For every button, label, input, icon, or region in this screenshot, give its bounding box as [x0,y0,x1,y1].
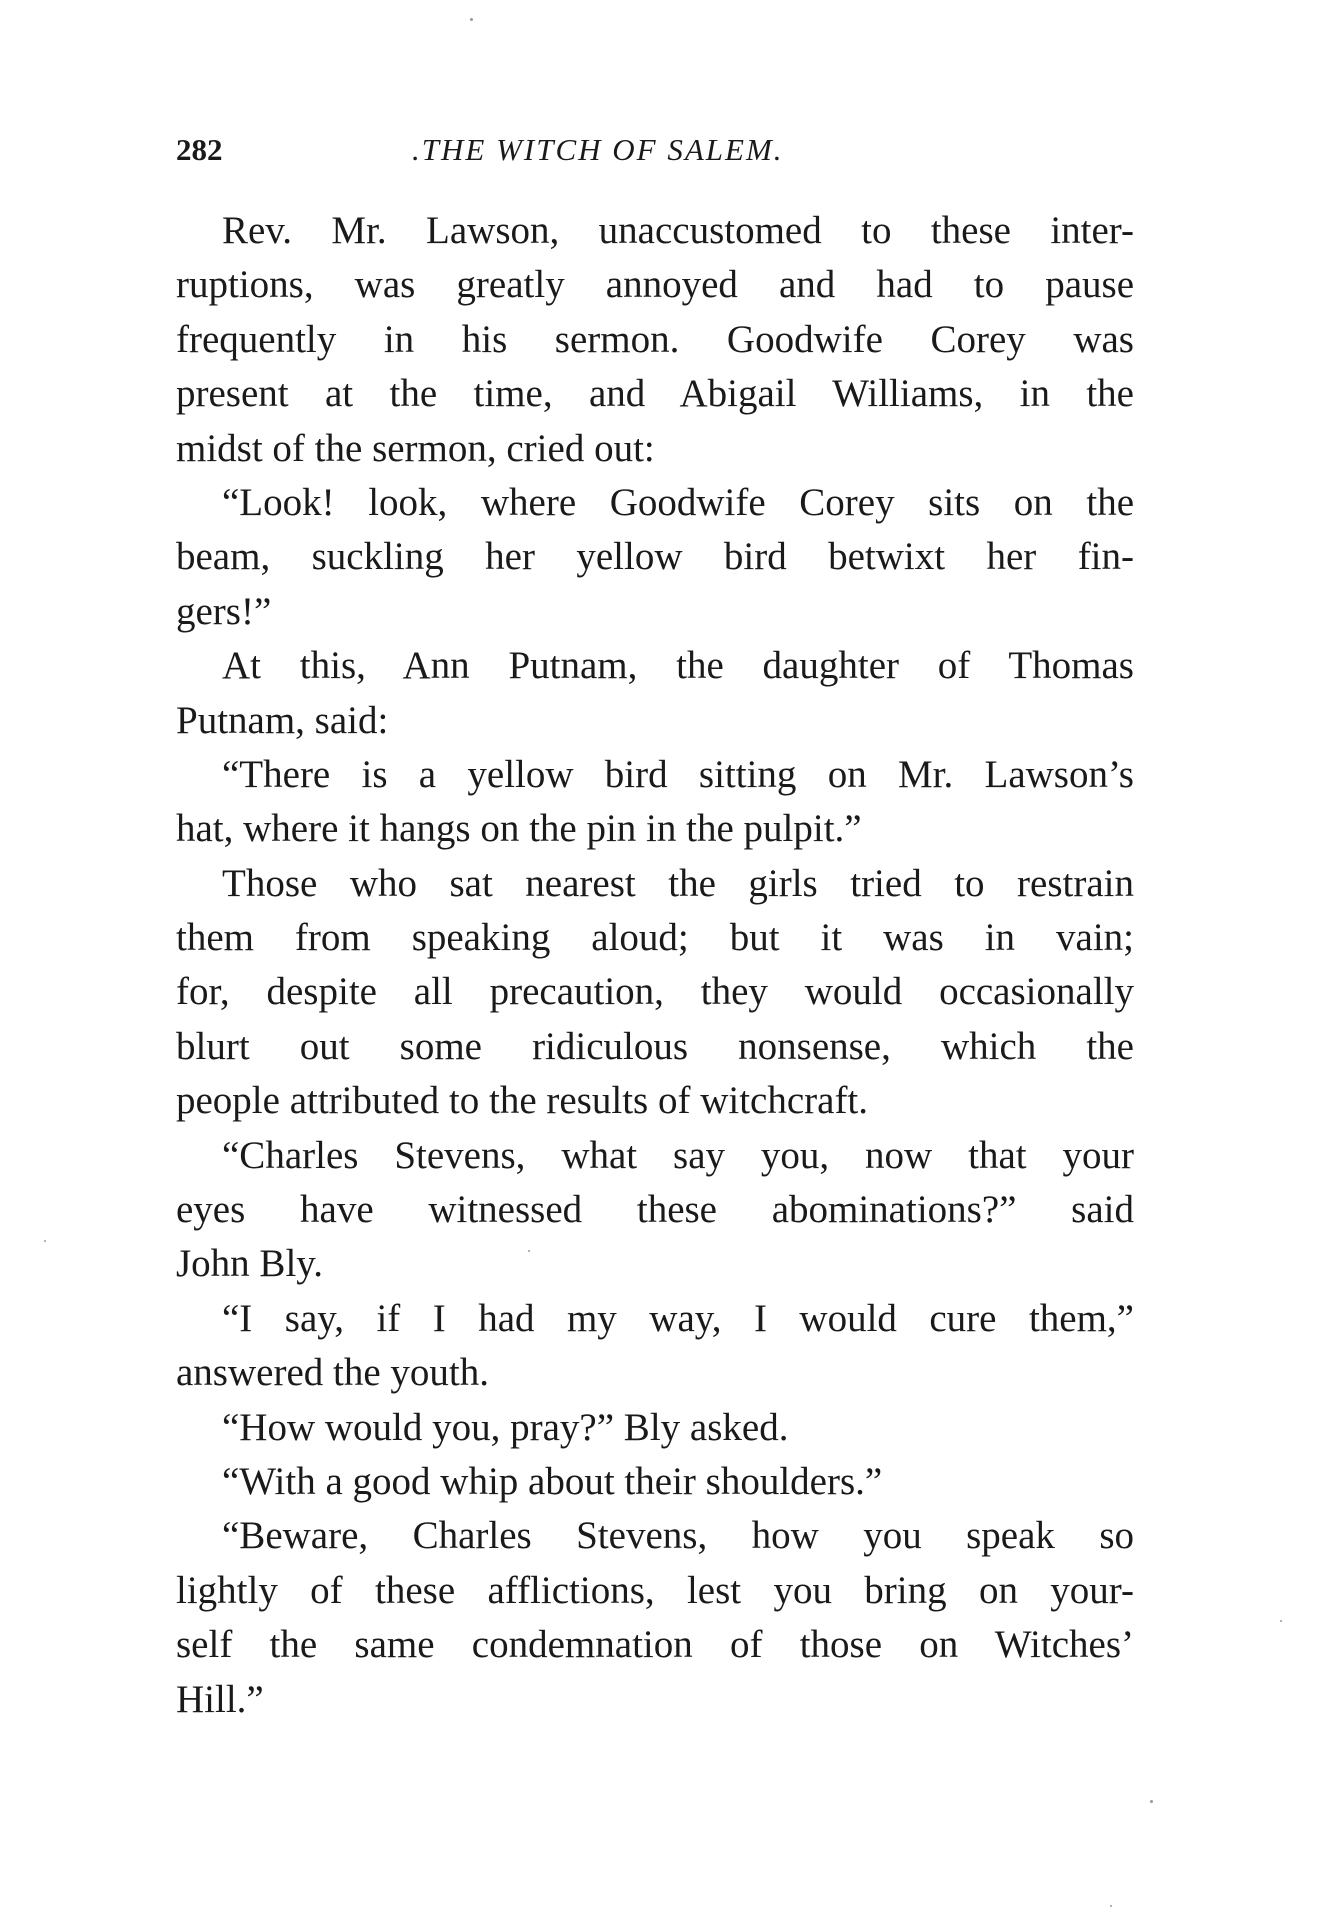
paragraph [176,1129,1134,1292]
paragraph [176,1292,1134,1401]
text-line: blurt out some ridiculous nonsense, which the [176,1024,1134,1068]
text-line: midst of the sermon, cried out: [176,426,655,470]
text-line: gers!” [176,589,272,633]
text-line: “Beware, Charles Stevens, how you speak so [222,1514,1134,1558]
text-line: people attributed to the results of witchcraft. [176,1079,869,1123]
text-line: for, despite all precaution, they would occasionally [176,970,1134,1014]
text-line: “I say, if I had my way, I would cure them,” [222,1296,1134,1340]
paragraph [176,639,1134,748]
paragraph [176,857,1134,1129]
paper-speck [1110,1905,1112,1907]
body-text [176,204,1134,1727]
page-number: 282 [176,132,223,167]
paper-speck [470,18,473,21]
text-line: frequently in his sermon. Goodwife Corey was [176,317,1134,361]
paper-speck [1280,1620,1282,1622]
text-line: Hill.” [176,1677,264,1721]
text-line: “There is a yellow bird sitting on Mr. Lawson’s [222,752,1134,796]
text-line: Putnam, said: [176,698,389,742]
paragraph [176,1509,1134,1727]
paragraph [176,1401,1134,1455]
paper-speck [1150,1800,1153,1803]
text-line: hat, where it hangs on the pin in the pulpit.” [176,807,862,851]
paragraph [176,1455,1134,1509]
paper-speck [44,1240,46,1242]
text-line: eyes have witnessed these abominations?” said [176,1188,1134,1232]
text-line: present at the time, and Abigail Williams, in the [176,372,1134,416]
text-line: John Bly. [176,1242,323,1286]
running-title: .THE WITCH OF SALEM. [412,132,784,167]
paper-speck [528,1250,530,1252]
text-line: At this, Ann Putnam, the daughter of Thomas [222,644,1134,688]
paragraph [176,204,1134,476]
text-line: ruptions, was greatly annoyed and had to pause [176,263,1134,307]
text-line: “How would you, pray?” Bly asked. [222,1405,789,1449]
text-line: answered the youth. [176,1351,489,1395]
paragraph [176,748,1134,857]
text-line: “With a good whip about their shoulders.” [222,1459,883,1503]
text-line: Those who sat nearest the girls tried to restrain [222,861,1134,905]
running-head [176,128,1136,172]
text-line: self the same condemnation of those on Witches’ [176,1623,1134,1667]
text-line: beam, suckling her yellow bird betwixt her fin- [176,535,1134,579]
text-line: Rev. Mr. Lawson, unaccustomed to these inter- [222,209,1134,252]
paragraph [176,476,1134,639]
text-line: “Look! look, where Goodwife Corey sits on the [222,480,1134,524]
text-line: them from speaking aloud; but it was in vain; [176,916,1134,960]
text-line: “Charles Stevens, what say you, now that your [222,1133,1134,1177]
text-line: lightly of these afflictions, lest you bring on your- [176,1568,1134,1612]
